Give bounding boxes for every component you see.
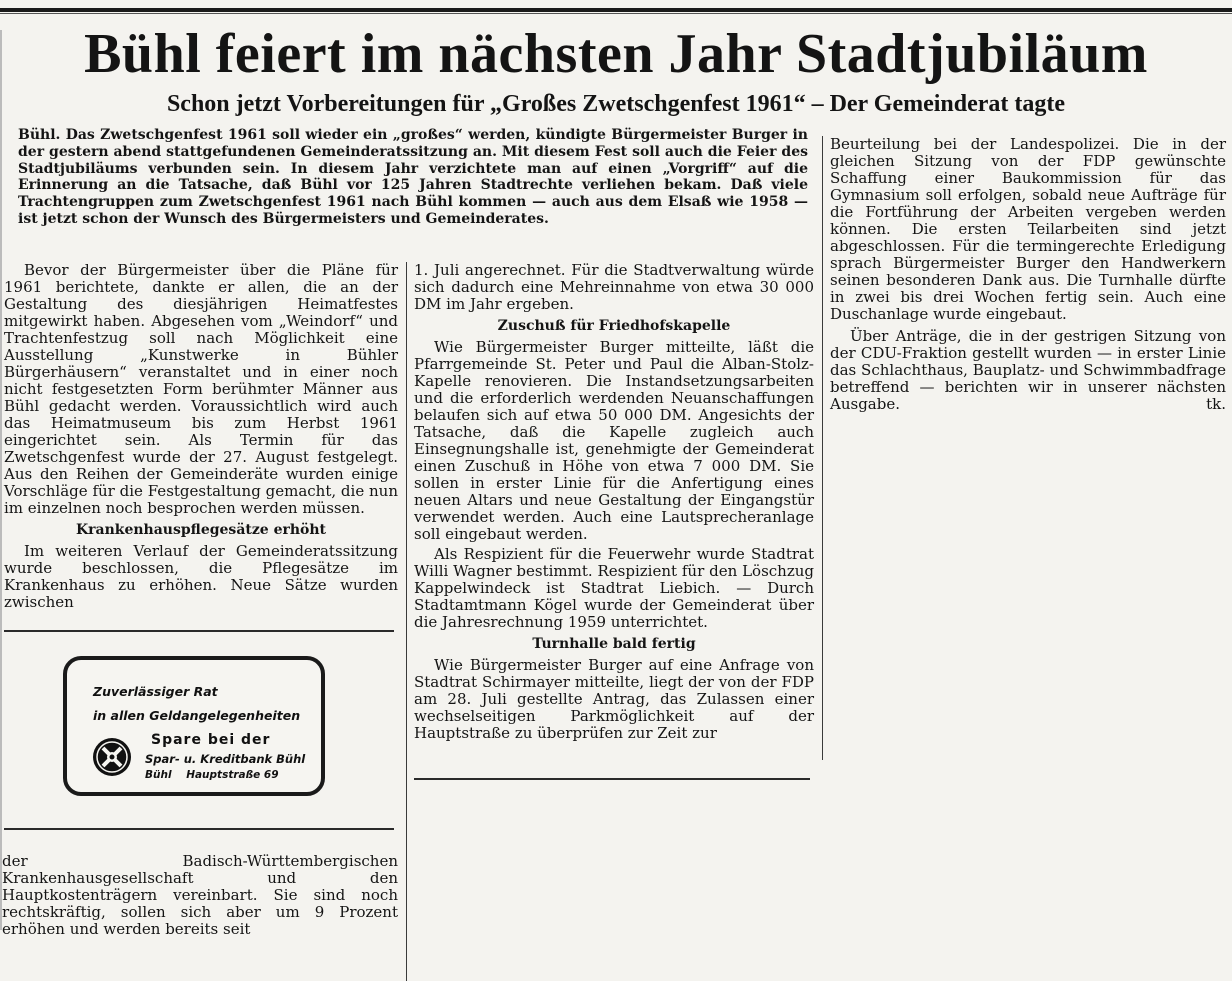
ad-line-4: Spar- u. Kreditbank Bühl bbox=[145, 752, 306, 766]
col2-paragraph-1: 1. Juli angerechnet. Für die Stadtverwaltung würde sich dadurch eine Mehreinnahme von etwa 30 000 DM im Jahr ergeben. bbox=[414, 261, 814, 313]
column-1 bbox=[4, 262, 398, 611]
col2-paragraph-2: Wie Bürgermeister Burger mitteilte, läßt die Pfarrgemeinde St. Peter und Paul die Alban-Stolz-Kapelle renovieren. Die Instandsetzungsarbeiten und die erforderlich werdenden Neuanschaffungen belaufen sich auf etwa 50 000 DM. Angesichts der Tatsache, daß die Kapelle zugleich auch Einsegnungshalle ist, genehmigte der Gemeinderat einen Zuschuß in Höhe von etwa 7 000 DM. Sie sollen in erster Linie für die Anfertigung eines neuen Altars und neue Gestaltung der Eingangstür verwendet werden. Auch eine Lautsprecheranlage soll eingebaut werden. bbox=[414, 338, 814, 543]
col3-paragraph-2-text: Über Anträge, die in der gestrigen Sitzung von der CDU-Fraktion gestellt wurden — in erster Linie das Schlachthaus, Bauplatz- und Schwimmbadfrage betreffend — berichten wir in unserer nächsten Ausgabe. bbox=[830, 327, 1226, 413]
column-divider-1 bbox=[406, 262, 407, 981]
author-signature: tk. bbox=[1206, 395, 1226, 413]
column-1-continuation bbox=[2, 853, 398, 938]
col3-paragraph-1: Beurteilung bei der Landespolizei. Die in der gleichen Sitzung von der FDP gewünschte Schaffung einer Baukommission für das Gymnasium soll erfolgen, sobald neue Aufträge für die Fortführung der Arbeiten vergeben werden können. Die ersten Teilarbeiten sind jetzt abgeschlossen. Für die termingerechte Erledigung sprach Bürgermeister Burger den Handwerkern seinen besonderen Dank aus. Die Turnhalle dürfte in zwei bis drei Wochen fertig sein. Auch eine Duschanlage wurde eingebaut. bbox=[830, 135, 1226, 323]
column-3 bbox=[830, 136, 1226, 413]
col1-section-heading: Krankenhauspflegesätze erhöht bbox=[75, 522, 327, 538]
ad-city: Bühl bbox=[145, 769, 172, 781]
col1-rule-top bbox=[4, 630, 394, 632]
col1-paragraph-1: Bevor der Bürgermeister über die Pläne für 1961 berichtete, dankte er allen, die an der Gestaltung des diesjährigen Heimatfestes mitgewirkt haben. Abgesehen vom „Weindorf“ und Trachtenfestzug soll nach Möglichkeit eine Ausstellung „Kunstwerke in Bühler Bürgerhäusern“ veranstaltet und in einer noch nicht festgesetzten Form berühmter Männer aus Bühl gedacht werden. Voraussichtlich wird auch das Heimatmuseum bis zum Herbst 1961 eingerichtet sein. Als Termin für das Zwetschgenfest wurde der 27. August festgelegt. Aus den Reihen der Gemeinderäte wurden einige Vorschläge für die Festgestaltung gemacht, die nun im einzelnen noch besprochen werden müssen. bbox=[4, 261, 398, 517]
left-margin-shadow bbox=[0, 30, 2, 930]
column-divider-2 bbox=[822, 136, 823, 760]
ad-line-2: in allen Geldangelegenheiten bbox=[93, 708, 301, 723]
col1-rule-bottom bbox=[4, 828, 394, 830]
ad-line-1: Zuverlässiger Rat bbox=[93, 684, 218, 699]
col2-rule-bottom bbox=[414, 778, 810, 780]
col3-paragraph-2 bbox=[830, 328, 1226, 413]
col2-section-heading-1: Zuschuß für Friedhofskapelle bbox=[497, 318, 731, 334]
col1-continuation-paragraph: der Badisch-Württembergischen Krankenhausgesellschaft und den Hauptkostenträgern vereinbart. Sie sind noch rechtskräftig, sollen sich aber um 9 Prozent erhöhen und werden bereits seit bbox=[2, 852, 398, 938]
col2-paragraph-3: Als Respizient für die Feuerwehr wurde Stadtrat Willi Wagner bestimmt. Respizient für den Löschzug Kappelwindeck ist Stadtrat Liebich. — Durch Stadtamtmann Kögel wurde der Gemeinderat über die Jahresrechnung 1959 unterrichtet. bbox=[414, 545, 814, 631]
col1-paragraph-2: Im weiteren Verlauf der Gemeinderatssitzung wurde beschlossen, die Pflegesätze im Krankenhaus zu erhöhen. Neue Sätze wurden zwischen bbox=[4, 542, 398, 611]
ad-line-3: Spare bei der bbox=[151, 732, 271, 748]
col2-section-heading-2: Turnhalle bald fertig bbox=[532, 636, 696, 652]
column-2 bbox=[414, 262, 814, 742]
headline: Bühl feiert im nächsten Jahr Stadtjubiläum bbox=[84, 23, 1148, 85]
subheadline: Schon jetzt Vorbereitungen für „Großes Zwetschgenfest 1961“ – Der Gemeinderat tagte bbox=[166, 91, 1066, 117]
top-rule bbox=[0, 8, 1232, 12]
lead-paragraph-box bbox=[18, 127, 808, 228]
ad-street: Hauptstraße 69 bbox=[186, 769, 279, 781]
col2-paragraph-4: Wie Bürgermeister Burger auf eine Anfrage von Stadtrat Schirmayer mitteilte, liegt der von der FDP am 28. Juli gestellte Antrag, das Zulassen einer wechselseitigen Parkmöglichkeit auf der Hauptstraße zu überprüfen zur Zeit zur bbox=[414, 656, 814, 742]
ad-line-5 bbox=[145, 769, 279, 781]
bank-emblem-icon bbox=[91, 736, 133, 778]
lead-paragraph: Bühl. Das Zwetschgenfest 1961 soll wieder ein „großes“ werden, kündigte Bürgermeister Burger in der gestern abend stattgefundenen Gemeinderatssitzung an. Mit diesem Fest soll auch die Feier des Stadtjubiläums verbunden sein. In diesem Jahr verzichtete man auf einen „Vorgriff“ auf die Erinnerung an die Tatsache, daß Bühl vor 125 Jahren Stadtrechte verliehen bekam. Daß viele Trachtengruppen zum Zwetschgenfest 1961 nach Bühl kommen — auch aus dem Elsaß wie 1958 — ist jetzt schon der Wunsch des Bürgermeisters und Gemeinderates. bbox=[18, 127, 808, 227]
bank-advertisement bbox=[63, 656, 325, 796]
top-rule-thin bbox=[0, 13, 1232, 14]
